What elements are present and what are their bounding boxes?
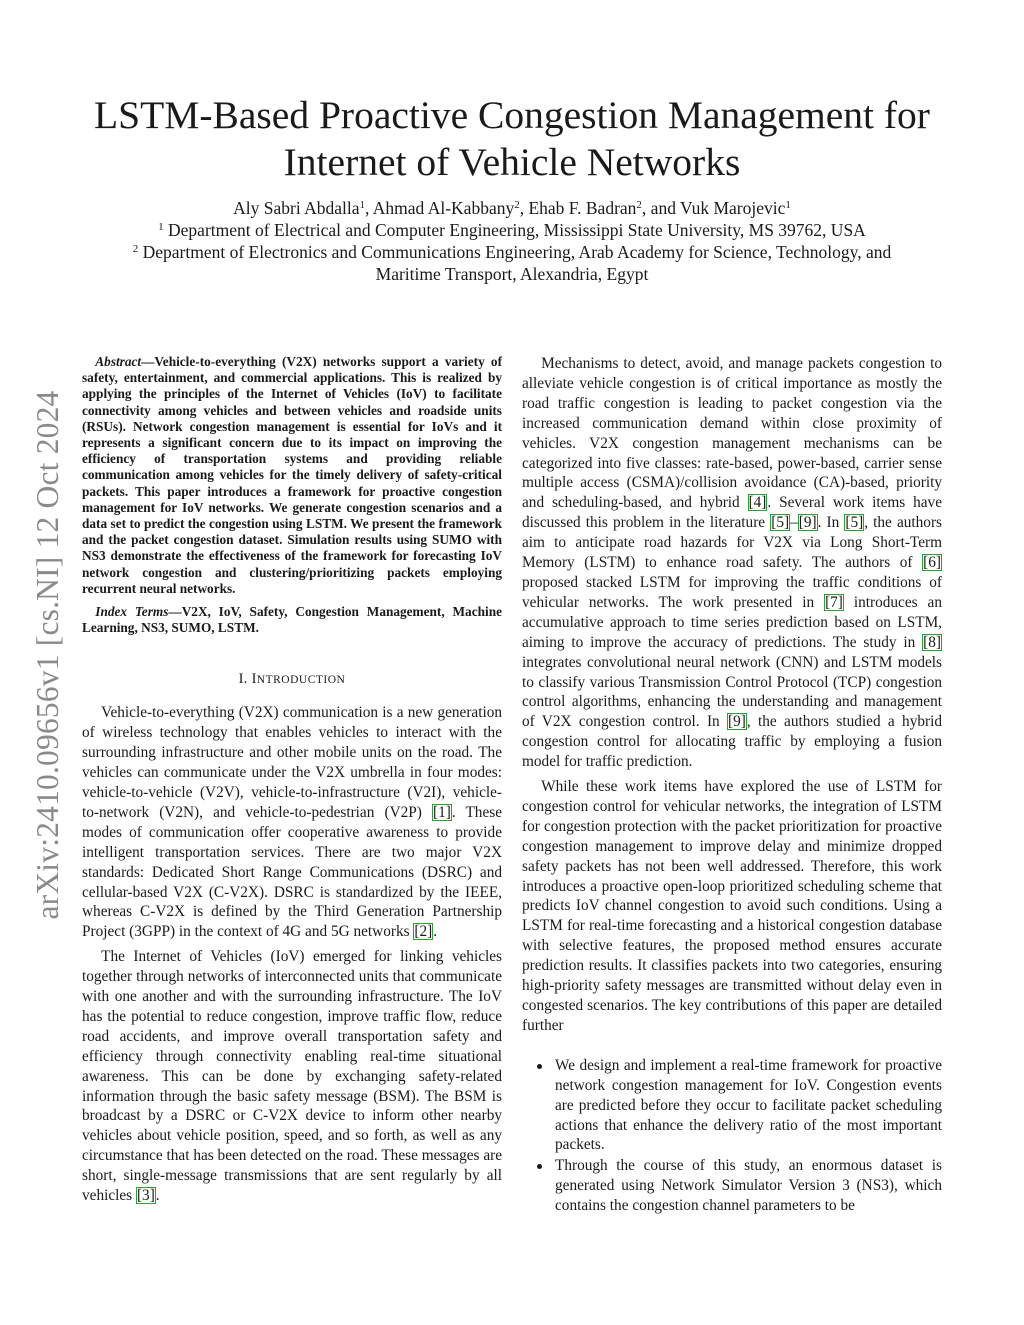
list-item xyxy=(522,1156,942,1216)
citation-link[interactable]: [7] xyxy=(825,593,843,611)
abstract xyxy=(82,354,502,597)
arxiv-identifier: arXiv:2410.09656v1 [cs.NI] 12 Oct 2024 xyxy=(30,390,65,920)
section-title-rest: NTRODUCTION xyxy=(256,674,346,687)
citation-link[interactable]: [6] xyxy=(923,554,941,572)
affiliation-1 xyxy=(60,219,964,241)
author-1: Aly Sabri Abdalla xyxy=(233,198,360,218)
paragraph-text: introduces an accumulative approach to time series prediction based on LSTM, aiming to improve the accuracy of predictions. The study in xyxy=(522,593,942,651)
author-3: , Ehab F. Badran xyxy=(519,198,637,218)
left-column xyxy=(82,354,502,1211)
arxiv-side-stamp xyxy=(28,365,68,945)
affil-number: 2 xyxy=(132,243,139,255)
paragraph-text: . xyxy=(433,923,438,941)
section-numeral: I. xyxy=(238,671,252,688)
list-item-text: Through the course of this study, an enormous dataset is generated using Network Simulator Version 3 (NS3), which contains the congestion channel parameters to be xyxy=(555,1157,942,1215)
author-list xyxy=(60,197,964,219)
citation-link[interactable]: [5] xyxy=(771,514,790,532)
citation-link[interactable]: [9] xyxy=(728,713,746,731)
author-block xyxy=(60,197,964,285)
paragraph-text: integrates convolutional neural network (CNN) and LSTM models to classify various Transmission Control Protocol (TCP) congestion control algorithms, enhancing the understanding and management of V2X congestion control. In xyxy=(522,653,942,731)
paragraph-text: The Internet of Vehicles (IoV) emerged for linking vehicles together through networks of interconnected units that communicate with one another and with the surrounding infrastructure. The IoV has the potential to reduce congestion, improve traffic flow, reduce road accidents, and improve overall transportation safety and efficiency through connectivity enabling real-time situational awareness. This can be done by exchanging safety-related information through the basic safety message (BSM). The BSM is broadcast by a DSRC or C-V2X device to inform other nearby vehicles about vehicle position, speed, and so forth, as well as any circumstance that has been detected on the road. These messages are short, single-message transmissions that are sent regularly by all vehicles xyxy=(82,948,502,1205)
title-line-2: Internet of Vehicle Networks xyxy=(283,140,741,184)
citation-link[interactable]: [5] xyxy=(845,514,864,532)
intro-paragraph-3 xyxy=(522,354,942,772)
affil-marker: 1 xyxy=(785,199,791,211)
bullet-icon xyxy=(537,1164,542,1169)
affil-marker: 2 xyxy=(514,199,520,211)
section-heading-introduction xyxy=(82,670,502,691)
index-terms xyxy=(82,604,502,636)
contributions-list xyxy=(522,1056,942,1216)
section-initial: I xyxy=(251,671,257,688)
affil-marker: 2 xyxy=(636,199,642,211)
index-terms-text: —V2X, IoV, Safety, Congestion Management, Machine Learning, NS3, SUMO, LSTM. xyxy=(82,604,502,636)
affiliation-2-text: Department of Electronics and Communications Engineering, Arab Academy for Science, Technology, and xyxy=(138,242,892,262)
affil-marker: 1 xyxy=(359,199,365,211)
citation-link[interactable]: [8] xyxy=(923,633,941,651)
abstract-text: —Vehicle-to-everything (V2X) networks support a variety of safety, entertainment, and commercial applications. This is realized by applying the principles of the Internet of Vehicles (IoV) to facilitate connectivity among vehicles and between vehicles and roadside units (RSUs). Network congestion management is essential for IoVs and it represents a significant concern due to its impact on improving the efficiency of transportation systems and providing reliable communication among vehicles for the timely delivery of safety-critical packets. This paper introduces a framework for proactive congestion management for IoV networks. We generate congestion scenarios and a data set to predict the congestion using LSTM. We present the framework and the packet congestion dataset. Simulation results using SUMO with NS3 demonstrate the effectiveness of the framework for forecasting IoV network congestion and clustering/prioritizing packets employing recurrent neural networks. xyxy=(82,354,502,596)
author-2: , Ahmad Al-Kabbany xyxy=(365,198,515,218)
range-dash: – xyxy=(790,514,798,532)
paragraph-text: . xyxy=(155,1187,160,1205)
intro-paragraph-2 xyxy=(82,947,502,1206)
intro-paragraph-1 xyxy=(82,703,502,942)
paragraph-text: , the authors studied a hybrid congestion control for allocating traffic by employing a fusion model for traffic prediction. xyxy=(522,713,942,771)
index-terms-label: Index Terms xyxy=(95,604,169,620)
paper-title xyxy=(60,92,964,186)
right-column xyxy=(522,354,942,1217)
affil-number: 1 xyxy=(158,221,164,233)
paragraph-text: . In xyxy=(817,514,845,532)
paragraph-text: proposed stacked LSTM for improving the traffic conditions of vehicular networks. The work presented in xyxy=(522,573,942,611)
paragraph-text: Vehicle-to-everything (V2X) communication is a new generation of wireless technology that enables vehicles to interact with the surrounding infrastructure and other mobile units on the road. The vehicles can communicate under the V2X umbrella in four modes: vehicle-to-vehicle (V2V), vehicle-to-infrastructure (V2I), vehicle-to-network (V2N), and vehicle-to-pedestrian (V2P) xyxy=(82,704,502,821)
affiliation-2 xyxy=(60,241,964,263)
citation-link[interactable]: [1] xyxy=(432,803,451,821)
list-item-text: We design and implement a real-time framework for proactive network congestion management for IoV. Congestion events are predicted before they occur to facilitate packet scheduling actions that enhance the delivery ratio of the most important packets. xyxy=(555,1056,942,1154)
citation-link[interactable]: [9] xyxy=(798,514,817,532)
affiliation-2-cont: Maritime Transport, Alexandria, Egypt xyxy=(375,264,649,284)
citation-link[interactable]: [3] xyxy=(136,1187,155,1205)
paragraph-text: . Several work items have discussed this problem in the literature xyxy=(522,494,942,532)
citation-link[interactable]: [2] xyxy=(414,923,433,941)
affiliation-1-text: Department of Electrical and Computer Engineering, Mississippi State University, MS 39762, USA xyxy=(163,220,866,240)
title-line-1: LSTM-Based Proactive Congestion Management for xyxy=(94,93,930,137)
bullet-icon xyxy=(537,1064,542,1069)
list-item xyxy=(522,1056,942,1156)
abstract-label: Abstract xyxy=(95,354,142,369)
author-4: , and Vuk Marojevic xyxy=(641,198,786,218)
paragraph-text: Mechanisms to detect, avoid, and manage packets congestion to alleviate vehicle congestion is of critical importance as mostly the road traffic congestion is leading to packet congestion via the increased communication demand within close proximity of vehicles. V2X congestion management mechanisms can be categorized into five classes: rate-based, power-based, carrier sense multiple access (CSMA)/collision avoidance (CA)-based, priority and scheduling-based, and hybrid xyxy=(522,355,942,512)
citation-link[interactable]: [4] xyxy=(748,494,767,512)
intro-paragraph-4: While these work items have explored the use of LSTM for congestion control for vehicular networks, the integration of LSTM for congestion protection with the packet prioritization for proactive congestion management to improve delay and minimize dropped safety packets has not been well addressed. Therefore, this work introduces a proactive open-loop prioritized scheduling scheme that predicts IoV channel congestion to avoid such conditions. Using a LSTM for real-time forecasting and a historical congestion database with selective features, the proposed method ensures accurate prediction results. It classifies packets into two categories, ensuring high-priority safety messages are transmitted without delay even in congested scenarios. The key contributions of this paper are detailed further xyxy=(522,778,942,1034)
paragraph-text: . These modes of communication offer cooperative awareness to provide intelligent transportation services. There are two major V2X standards: Dedicated Short Range Communications (DSRC) and cellular-based V2X (C-V2X). DSRC is standardized by the IEEE, whereas C-V2X is defined by the Third Generation Partnership Project (3GPP) in the context of 4G and 5G networks xyxy=(82,803,502,941)
paragraph-text: , the authors aim to anticipate road hazards for V2X via Long Short-Term Memory (LSTM) to enhance road safety. The authors of xyxy=(522,514,942,572)
